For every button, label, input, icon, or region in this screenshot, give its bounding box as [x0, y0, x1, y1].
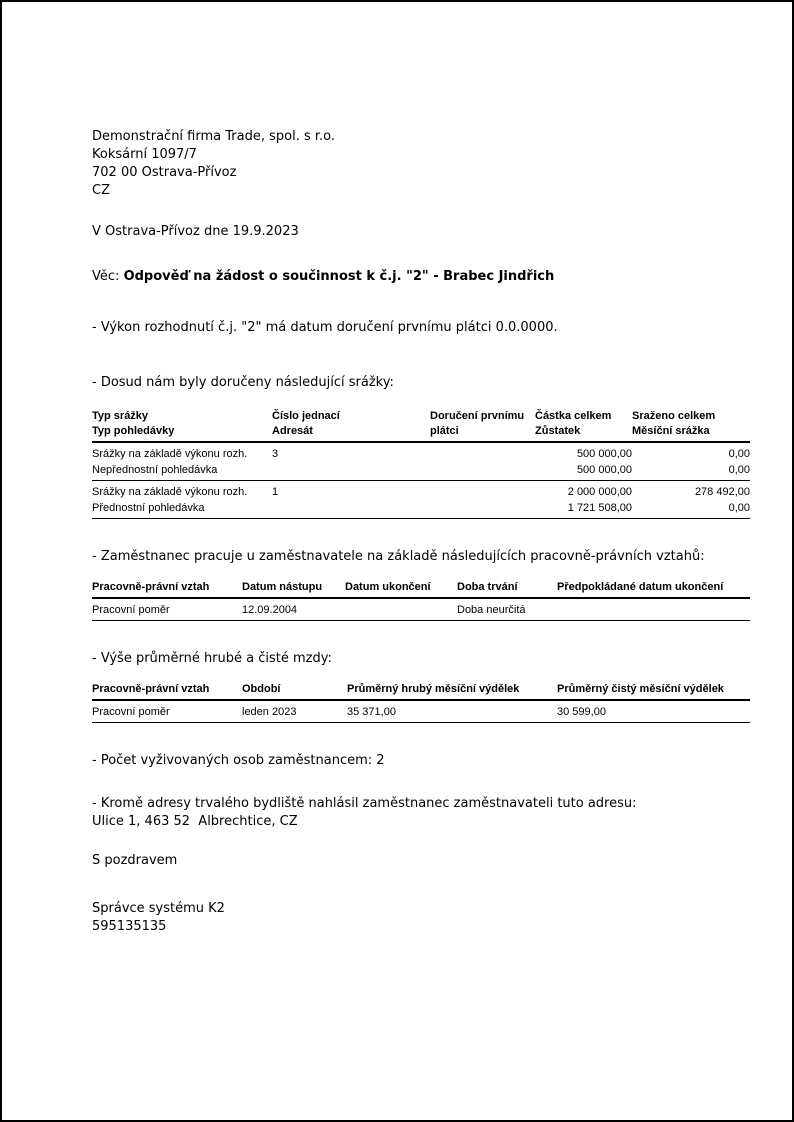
- address-intro: - Kromě adresy trvalého bydliště nahlásil zaměstnanec zaměstnavateli tuto adresu:: [92, 796, 637, 811]
- cell-number: 3: [272, 448, 279, 460]
- table-row: [92, 500, 750, 519]
- signature-block: [92, 900, 746, 936]
- cell-relation: Pracovní poměr: [92, 598, 242, 621]
- cell-withheld: 278 492,00: [694, 486, 750, 498]
- cell-delivery: [430, 442, 535, 462]
- closing-salutation: S pozdravem: [92, 853, 178, 868]
- cell-addressee: [272, 500, 430, 519]
- header-typ-srazky: Typ srážky Typ pohledávky: [92, 409, 272, 442]
- header-hruby: Průměrný hrubý měsíční výdělek: [347, 682, 557, 700]
- cell-expected-end: [557, 598, 750, 621]
- subject-label: Věc:: [92, 269, 120, 284]
- cell-monthly: 0,00: [632, 500, 750, 519]
- cell-type: Srážky na základě výkonu rozh.: [92, 448, 248, 460]
- cell-start: 12.09.2004: [242, 598, 345, 621]
- header-obdobi: Období: [242, 682, 347, 700]
- letter-content: [2, 128, 792, 936]
- deductions-intro: - Dosud nám byly doručeny následující srážky:: [92, 375, 394, 390]
- cell-balance: 500 000,00: [535, 462, 632, 481]
- cell-type: Srážky na základě výkonu rozh.: [92, 486, 248, 498]
- cell-addressee: [272, 462, 430, 481]
- dependents-note: - Počet vyživovaných osob zaměstnancem: 2: [92, 753, 385, 768]
- signer-phone: 595135135: [92, 919, 167, 934]
- cell-monthly: 0,00: [632, 462, 750, 481]
- cell-period: leden 2023: [242, 700, 347, 723]
- wages-header-row: [92, 682, 750, 700]
- header-doba: Doba trvání: [457, 580, 557, 598]
- header-srazeno-celkem: Sraženo celkem Měsíční srážka: [632, 409, 750, 442]
- header-cislo-jednaci: Číslo jednací Adresát: [272, 409, 430, 442]
- header-vztah: Pracovně-právní vztah: [92, 682, 242, 700]
- sender-address-block: [92, 128, 746, 200]
- header-nastup: Datum nástupu: [242, 580, 345, 598]
- header-cisty: Průměrný čistý měsíční výdělek: [557, 682, 750, 700]
- table-row: [92, 481, 750, 501]
- cell-total: 500 000,00: [576, 448, 632, 460]
- signer-name: Správce systému K2: [92, 901, 225, 916]
- cell-end: [345, 598, 457, 621]
- subject-line: [92, 268, 746, 286]
- cell-number: 1: [272, 486, 279, 498]
- cell-balance: 1 721 508,00: [535, 500, 632, 519]
- cell-net: 30 599,00: [557, 700, 750, 723]
- cell-duration: Doba neurčitá: [457, 598, 557, 621]
- header-castka-celkem: Částka celkem Zůstatek: [535, 409, 632, 442]
- cell-gross: 35 371,00: [347, 700, 557, 723]
- table-row: [92, 598, 750, 621]
- table-row: [92, 462, 750, 481]
- sender-country: CZ: [92, 183, 110, 198]
- cell-claim: Nepřednostní pohledávka: [92, 462, 272, 481]
- header-vztah: Pracovně-právní vztah: [92, 580, 242, 598]
- header-ukonceni: Datum ukončení: [345, 580, 457, 598]
- employment-table: [92, 580, 750, 621]
- deductions-header-row: [92, 409, 750, 442]
- reported-address: Ulice 1, 463 52 Albrechtice, CZ: [92, 814, 298, 829]
- deductions-table: [92, 409, 750, 519]
- sender-company: Demonstrační firma Trade, spol. s r.o.: [92, 129, 336, 144]
- cell-withheld: 0,00: [728, 448, 750, 460]
- header-predpokladane: Předpokládané datum ukončení: [557, 580, 750, 598]
- wages-table: [92, 682, 750, 723]
- subject-text: Odpověď na žádost o součinnost k č.j. "2" - Brabec Jindřich: [123, 269, 555, 284]
- employment-intro: - Zaměstnanec pracuje u zaměstnavatele na základě následujících pracovně-právních vztahů:: [92, 549, 705, 564]
- sender-street: Koksární 1097/7: [92, 147, 197, 162]
- employment-header-row: [92, 580, 750, 598]
- sender-city: 702 00 Ostrava-Přívoz: [92, 165, 237, 180]
- wages-intro: - Výše průměrné hrubé a čisté mzdy:: [92, 651, 332, 666]
- dateline: V Ostrava-Přívoz dne 19.9.2023: [92, 224, 299, 239]
- table-row: [92, 700, 750, 723]
- cell-relation: Pracovní poměr: [92, 700, 242, 723]
- header-doruceni-platci: Doručení prvnímu plátci: [430, 409, 535, 442]
- cell-claim: Přednostní pohledávka: [92, 500, 272, 519]
- cell-total: 2 000 000,00: [567, 486, 632, 498]
- execution-note: - Výkon rozhodnutí č.j. "2" má datum doručení prvnímu plátci 0.0.0000.: [92, 320, 558, 335]
- table-row: [92, 442, 750, 462]
- cell-delivery: [430, 481, 535, 501]
